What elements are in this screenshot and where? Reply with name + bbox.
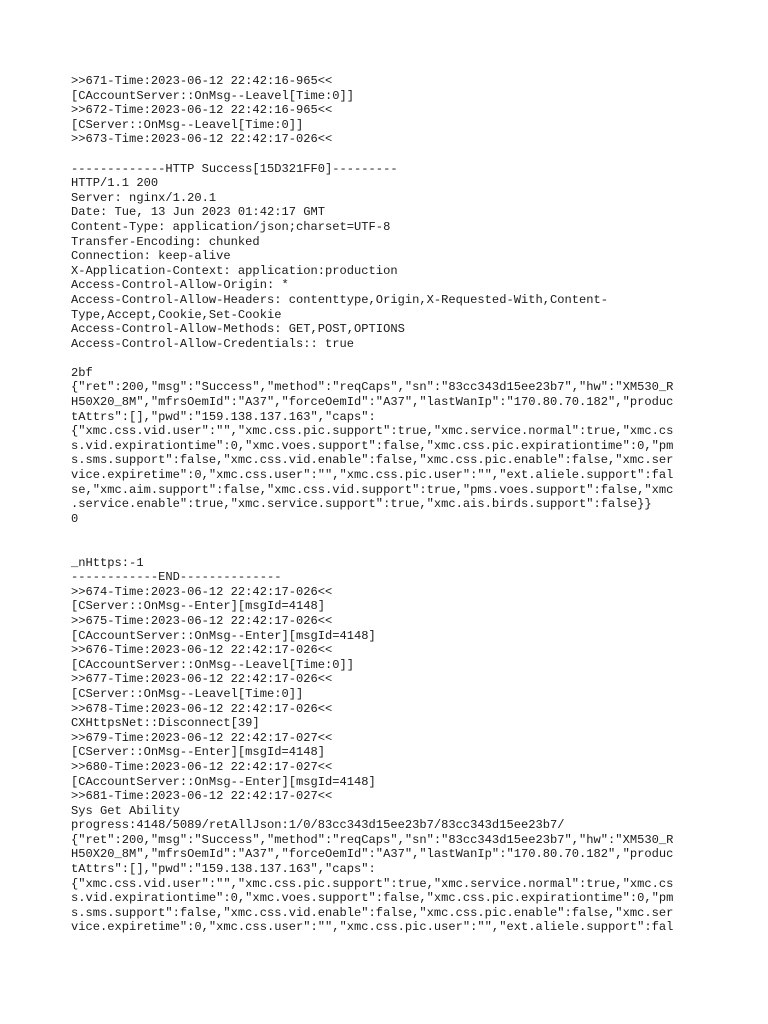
log-line: tAttrs":[],"pwd":"159.138.137.163","caps": xyxy=(71,409,376,424)
log-line: Access-Control-Allow-Methods: GET,POST,OPTIONS xyxy=(71,322,405,337)
log-line: >>676-Time:2023-06-12 22:42:17-026<< xyxy=(71,643,333,658)
log-line: {"xmc.css.vid.user":"","xmc.css.pic.support":true,"xmc.service.normal":true,"xmc.cs xyxy=(71,424,674,439)
log-line: _nHttps:-1 xyxy=(71,555,144,570)
log-line: {"xmc.css.vid.user":"","xmc.css.pic.support":true,"xmc.service.normal":true,"xmc.cs xyxy=(71,876,674,891)
log-line: H50X20_8M","mfrsOemId":"A37","forceOemId":"A37","lastWanIp":"170.80.70.182","produc xyxy=(71,847,674,862)
log-line: s.sms.support":false,"xmc.css.vid.enable":false,"xmc.css.pic.enable":false,"xmc.ser xyxy=(71,453,674,468)
log-line: Sys Get Ability xyxy=(71,803,180,818)
log-line: >>677-Time:2023-06-12 22:42:17-026<< xyxy=(71,672,333,687)
log-line: {"ret":200,"msg":"Success","method":"reqCaps","sn":"83cc343d15ee23b7","hw":"XM530_R xyxy=(71,380,674,395)
log-line: [CAccountServer::OnMsg--Enter][msgId=4148] xyxy=(71,628,376,643)
log-line: -------------HTTP Success[15D321FF0]--------- xyxy=(71,161,398,176)
log-line: se,"xmc.aim.support":false,"xmc.css.vid.support":true,"pms.voes.support":false,"xmc xyxy=(71,482,674,497)
log-line: Date: Tue, 13 Jun 2023 01:42:17 GMT xyxy=(71,205,326,220)
log-line xyxy=(71,541,711,556)
log-line: [CAccountServer::OnMsg--Enter][msgId=4148] xyxy=(71,774,376,789)
log-line: vice.expiretime":0,"xmc.css.user":"","xmc.css.pic.user":"","ext.aliele.support":fal xyxy=(71,468,674,483)
log-line: H50X20_8M","mfrsOemId":"A37","forceOemId":"A37","lastWanIp":"170.80.70.182","produc xyxy=(71,395,674,410)
log-line: s.sms.support":false,"xmc.css.vid.enable":false,"xmc.css.pic.enable":false,"xmc.ser xyxy=(71,905,674,920)
log-line: Server: nginx/1.20.1 xyxy=(71,190,217,205)
log-line: >>675-Time:2023-06-12 22:42:17-026<< xyxy=(71,613,333,628)
log-line: .service.enable":true,"xmc.service.support":true,"xmc.ais.birds.support":false}} xyxy=(71,497,652,512)
log-line xyxy=(71,526,711,541)
log-line: >>679-Time:2023-06-12 22:42:17-027<< xyxy=(71,730,333,745)
log-line: Connection: keep-alive xyxy=(71,249,231,264)
log-line: >>680-Time:2023-06-12 22:42:17-027<< xyxy=(71,759,333,774)
log-line: s.vid.expirationtime":0,"xmc.voes.support":false,"xmc.css.pic.expirationtime":0,"pm xyxy=(71,438,674,453)
log-line: [CAccountServer::OnMsg--Leavel[Time:0]] xyxy=(71,657,355,672)
log-line: >>673-Time:2023-06-12 22:42:17-026<< xyxy=(71,132,333,147)
log-line: ------------END-------------- xyxy=(71,570,282,585)
log-line: Access-Control-Allow-Credentials:: true xyxy=(71,336,355,351)
log-line: Transfer-Encoding: chunked xyxy=(71,234,260,249)
log-line: [CServer::OnMsg--Enter][msgId=4148] xyxy=(71,599,326,614)
log-line: [CServer::OnMsg--Leavel[Time:0]] xyxy=(71,117,304,132)
log-line: Type,Accept,Cookie,Set-Cookie xyxy=(71,307,282,322)
log-line: Access-Control-Allow-Headers: contenttype,Origin,X-Requested-With,Content- xyxy=(71,292,609,307)
log-line: vice.expiretime":0,"xmc.css.user":"","xmc.css.pic.user":"","ext.aliele.support":fal xyxy=(71,920,674,935)
log-line: >>671-Time:2023-06-12 22:42:16-965<< xyxy=(71,74,333,88)
log-line: CXHttpsNet::Disconnect[39] xyxy=(71,716,260,731)
log-line: 2bf xyxy=(71,365,93,380)
log-line: X-Application-Context: application:production xyxy=(71,263,398,278)
log-line: 0 xyxy=(71,511,79,526)
log-line: Content-Type: application/json;charset=UTF-8 xyxy=(71,219,391,234)
log-line: >>681-Time:2023-06-12 22:42:17-027<< xyxy=(71,789,333,804)
log-line xyxy=(71,147,711,162)
log-line: [CServer::OnMsg--Enter][msgId=4148] xyxy=(71,745,326,760)
log-line: [CAccountServer::OnMsg--Leavel[Time:0]] xyxy=(71,88,355,103)
log-line xyxy=(71,351,711,366)
log-line: >>672-Time:2023-06-12 22:42:16-965<< xyxy=(71,103,333,118)
log-line: progress:4148/5089/retAllJson:1/0/83cc343d15ee23b7/83cc343d15ee23b7/ xyxy=(71,818,565,833)
log-line: HTTP/1.1 200 xyxy=(71,176,159,191)
log-line: >>674-Time:2023-06-12 22:42:17-026<< xyxy=(71,584,333,599)
log-line: {"ret":200,"msg":"Success","method":"reqCaps","sn":"83cc343d15ee23b7","hw":"XM530_R xyxy=(71,832,674,847)
log-line: >>678-Time:2023-06-12 22:42:17-026<< xyxy=(71,701,333,716)
log-line: Access-Control-Allow-Origin: * xyxy=(71,278,289,293)
log-line: s.vid.expirationtime":0,"xmc.voes.support":false,"xmc.css.pic.expirationtime":0,"pm xyxy=(71,891,674,906)
log-line: tAttrs":[],"pwd":"159.138.137.163","caps": xyxy=(71,862,376,877)
log-document xyxy=(71,74,711,935)
log-line: [CServer::OnMsg--Leavel[Time:0]] xyxy=(71,686,304,701)
